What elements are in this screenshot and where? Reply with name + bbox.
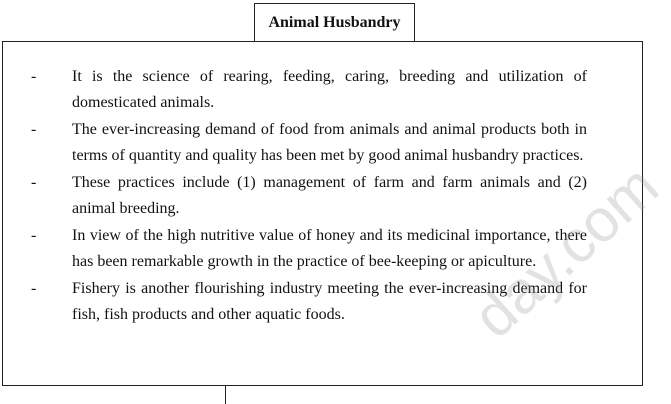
bullet-dash: - (31, 280, 37, 297)
list-item (3, 223, 642, 274)
watermark: day.com (460, 151, 671, 351)
list-item-text: In view of the high nutritive value of honey and its medicinal importance, there has been remarkable growth in the practice of bee-keeping or apiculture. (72, 227, 587, 270)
bullet-list (3, 64, 642, 329)
list-item-text: These practices include (1) management of farm and farm animals and (2) animal breeding. (72, 174, 587, 217)
list-item (3, 276, 642, 327)
page-title: Animal Husbandry (268, 13, 401, 31)
bullet-dash: - (31, 68, 37, 85)
connector-line (225, 385, 226, 404)
list-item-text: It is the science of rearing, feeding, caring, breeding and utilization of domesticated animals. (72, 68, 587, 111)
list-item (3, 170, 642, 221)
list-item-text: Fishery is another flourishing industry meeting the ever-increasing demand for fish, fish products and other aquatic foods. (72, 280, 587, 323)
bullet-dash: - (31, 227, 37, 244)
list-item (3, 117, 642, 168)
bullet-dash: - (31, 174, 37, 191)
bullet-dash: - (31, 121, 37, 138)
title-box (254, 3, 415, 42)
list-item-text: The ever-increasing demand of food from animals and animal products both in terms of quantity and quality has been met by good animal husbandry practices. (72, 121, 587, 164)
list-item (3, 64, 642, 115)
content-box (2, 41, 643, 386)
